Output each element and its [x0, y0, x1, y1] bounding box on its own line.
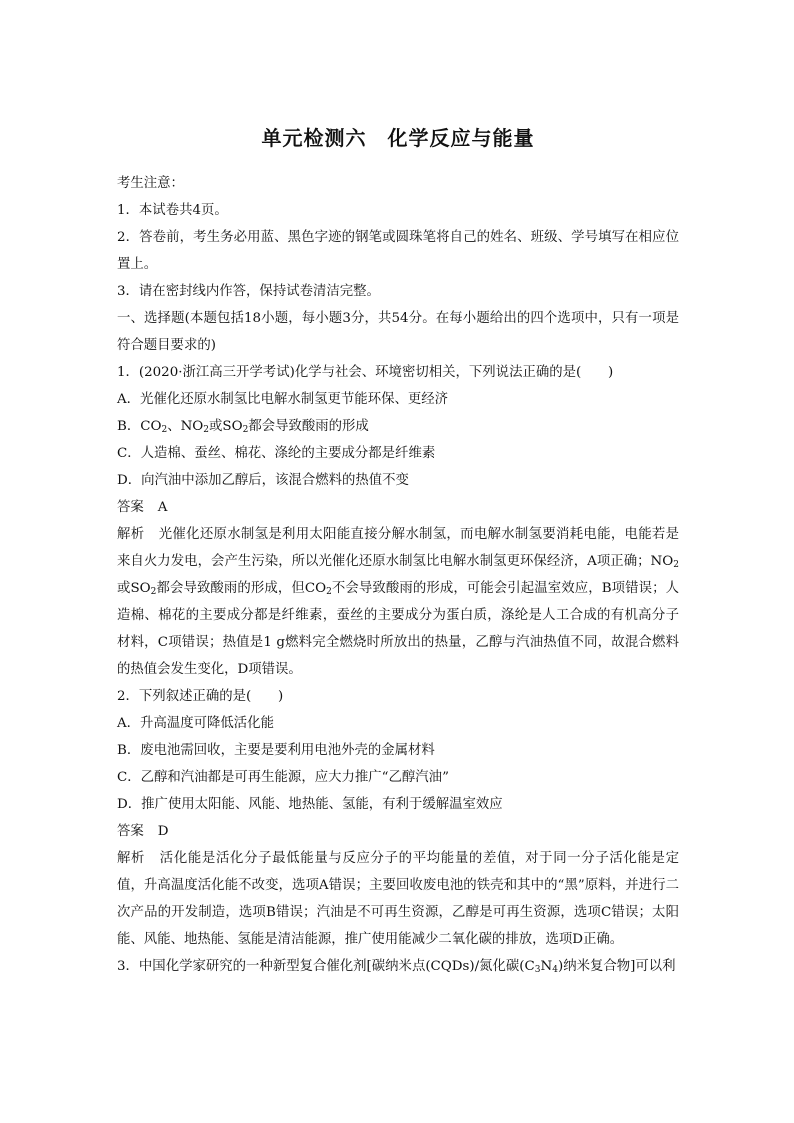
q2-option-d: D．推广使用太阳能、风能、地热能、氢能，有利于缓解温室效应 [117, 797, 503, 812]
notice-item-2: 2．答卷前，考生务必用蓝、黑色字迹的钢笔或圆珠笔将自己的姓名、班级、学号填写在相应位置上。 [117, 230, 679, 272]
explanation-label: 解析 [117, 851, 146, 866]
explanation-label: 解析 [117, 527, 145, 542]
answer-label: 答案 [117, 500, 144, 515]
q1-option-d: D．向汽油中添加乙醇后，该混合燃料的热值不变 [117, 473, 409, 488]
q1-answer [117, 494, 679, 521]
q3-stem: 3．中国化学家研究的一种新型复合催化剂[碳纳米点(CQDs)/氮化碳$(C_3N_4)$纳米复合物]可以利 [117, 959, 676, 975]
answer-label: 答案 [117, 824, 144, 839]
section-heading: 一、选择题(本题包括18小题，每小题3分，共54分。在每小题给出的四个选项中，只有一项是符合题目要求的) [117, 311, 679, 353]
q1-explanation: 解析 光催化还原水制氢是利用太阳能直接分解水制氢，而电解水制氢要消耗电能，电能若是来自火力发电，会产生污染，所以光催化还原水制氢比电解水制氢更环保经济，A项正确；$NO_2$或$SO_2$都会导致酸雨的形成，但$CO_2$不会导致酸雨的形成，可能会引起温室效应，B项错误；人造棉、棉花的主要成分都是纤维素，蚕丝的主要成分为蛋白质，涤纶是人工合成的有机高分子材料，C项错误；热值是1 g燃料完全燃烧时所放出的热量，乙醇与汽油热值不同，故混合燃料的热值会发生变化，D项错误。 [117, 527, 680, 677]
q1-option-b: B．$CO_2$、$NO_2$或$SO_2$都会导致酸雨的形成 [117, 419, 369, 435]
notice-item-3: 3．请在密封线内作答，保持试卷清洁完整。 [117, 284, 380, 299]
q1-option-c: C．人造棉、蚕丝、棉花、涤纶的主要成分都是纤维素 [117, 446, 436, 461]
q1-stem: 1．(2020·浙江高三开学考试)化学与社会、环境密切相关，下列说法正确的是( ) [117, 365, 614, 380]
q2-option-a: A．升高温度可降低活化能 [117, 716, 274, 731]
page-title: 单元检测六 化学反应与能量 [261, 126, 535, 150]
document-body [117, 170, 679, 980]
notice-item-1: 1．本试卷共4页。 [117, 203, 228, 218]
q2-option-c: C．乙醇和汽油都是可再生能源，应大力推广“乙醇汽油” [117, 770, 449, 785]
q2-stem: 2．下列叙述正确的是( ) [117, 689, 284, 704]
answer-value: A [157, 500, 168, 515]
q1-option-a: A．光催化还原水制氢比电解水制氢更节能环保、更经济 [117, 392, 449, 407]
q2-explanation: 解析 活化能是活化分子最低能量与反应分子的平均能量的差值，对于同一分子活化能是定值，升高温度活化能不改变，选项A错误；主要回收废电池的铁壳和其中的“黑”原料，并进行二次产品的开发制造，选项B错误；汽油是不可再生资源，乙醇是可再生资源，选项C错误；太阳能、风能、地热能、氢能是清洁能源，推广使用能减少二氧化碳的排放，选项D正确。 [117, 851, 680, 947]
notice-heading: 考生注意： [117, 176, 184, 191]
q2-option-b: B．废电池需回收，主要是要利用电池外壳的金属材料 [117, 743, 435, 758]
answer-value: D [157, 824, 169, 839]
q2-answer [117, 818, 679, 845]
